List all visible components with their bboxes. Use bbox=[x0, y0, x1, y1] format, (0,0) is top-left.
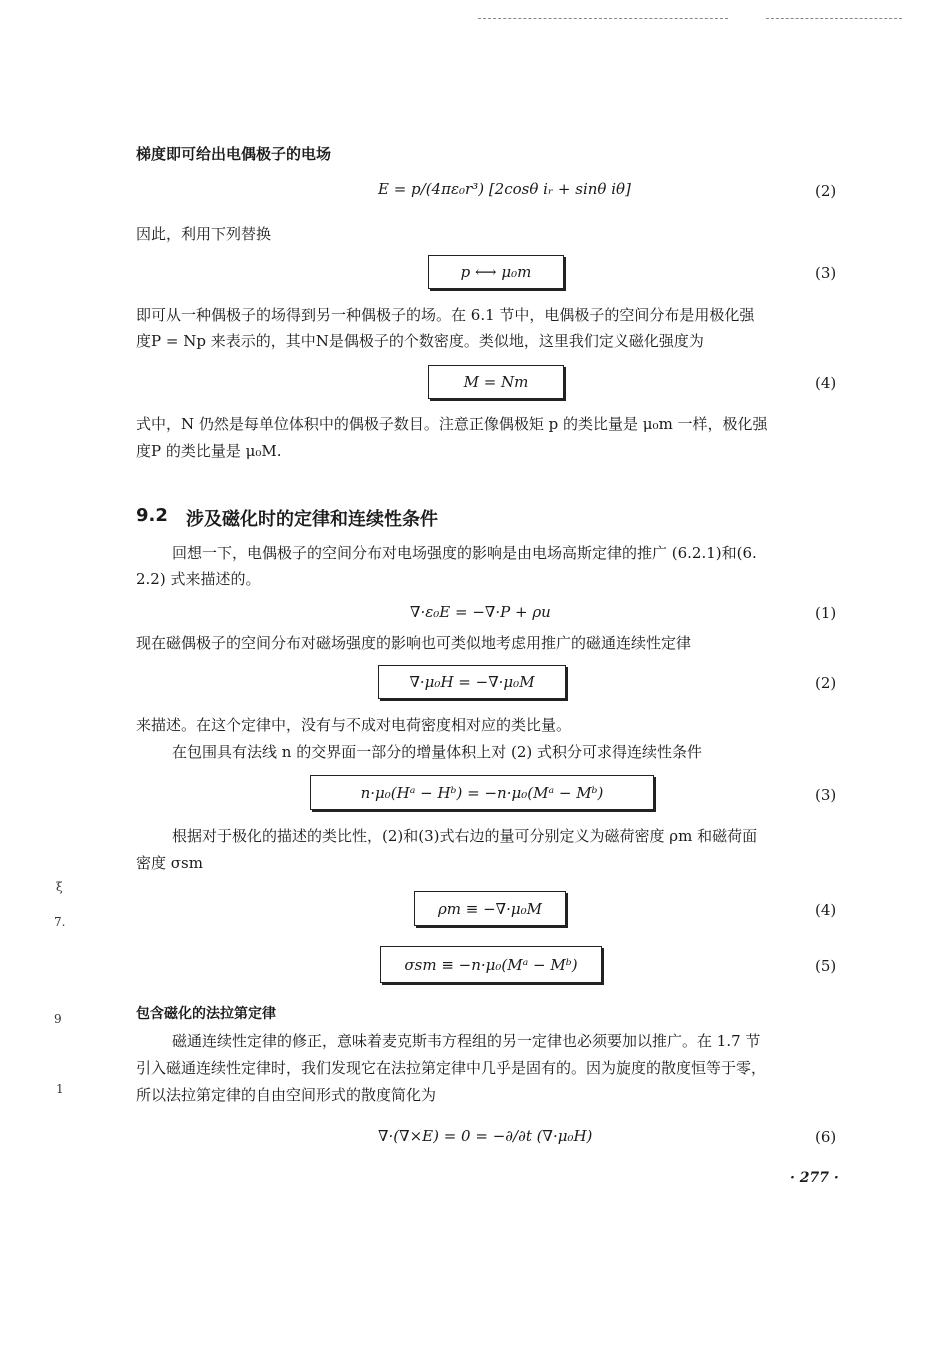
margin-mark: ξ bbox=[56, 880, 63, 894]
text-line-5: 式中，N 仍然是每单位体积中的偶极子数目。注意正像偶极矩 p 的类比量是 μ₀m 一样，极化强 bbox=[136, 415, 768, 433]
boxed-equation-magnetization: M = Nm bbox=[428, 365, 564, 399]
text-line-14: 磁通连续性定律的修正，意味着麦克斯韦方程组的另一定律也必须要加以推广。在 1.7 节 bbox=[172, 1032, 761, 1050]
text-line-13: 密度 σsm bbox=[136, 854, 203, 872]
page-number: · 277 · bbox=[790, 1170, 839, 1186]
boxed-equation-continuity-condition: n·μ₀(Hᵃ − Hᵇ) = −n·μ₀(Mᵃ − Mᵇ) bbox=[310, 775, 654, 810]
equation-number: (2) bbox=[815, 182, 837, 200]
text-line-10: 来描述。在这个定律中，没有与不成对电荷密度相对应的类比量。 bbox=[136, 716, 572, 734]
text-line-3: 即可从一种偶极子的场得到另一种偶极子的场。在 6.1 节中，电偶极子的空间分布是用极化强 bbox=[136, 306, 755, 324]
text-line-12: 根据对于极化的描述的类比性，(2)和(3)式右边的量可分别定义为磁荷密度 ρm 和磁荷面 bbox=[172, 827, 758, 845]
boxed-equation-flux-continuity: ∇·μ₀H = −∇·μ₀M bbox=[378, 665, 566, 699]
section-title: 涉及磁化时的定律和连续性条件 bbox=[186, 509, 438, 530]
equation-number: (6) bbox=[815, 1128, 837, 1146]
margin-mark: 9 bbox=[54, 1012, 62, 1026]
text-line-1: 梯度即可给出电偶极子的电场 bbox=[136, 145, 332, 163]
margin-mark: 7. bbox=[54, 915, 66, 929]
equation-number: (3) bbox=[815, 786, 837, 804]
boxed-equation-substitution: p ⟷ μ₀m bbox=[428, 255, 564, 289]
equation-faraday-divergence: ∇·(∇×E) = 0 = −∂/∂t (∇·μ₀H) bbox=[378, 1127, 593, 1145]
text-line-11: 在包围具有法线 n 的交界面一部分的增量体积上对 (2) 式积分可求得连续性条件 bbox=[172, 743, 702, 761]
equation-dipole-field: E = p/(4πε₀r³) [2cosθ iᵣ + sinθ iθ] bbox=[378, 180, 631, 198]
text-line-16: 所以法拉第定律的自由空间形式的散度简化为 bbox=[136, 1086, 437, 1104]
equation-number: (1) bbox=[815, 604, 837, 622]
text-line-6: 度P 的类比量是 μ₀M. bbox=[136, 442, 282, 460]
equation-number: (3) bbox=[815, 264, 837, 282]
equation-number: (4) bbox=[815, 901, 837, 919]
text-line-4: 度P = Np 来表示的，其中N是偶极子的个数密度。类似地，这里我们定义磁化强度为 bbox=[136, 332, 704, 350]
text-line-7: 回想一下，电偶极子的空间分布对电场强度的影响是由电场高斯定律的推广 (6.2.1)和(6. bbox=[172, 544, 757, 562]
equation-number: (2) bbox=[815, 674, 837, 692]
boxed-equation-magnetic-surface-charge: σsm ≡ −n·μ₀(Mᵃ − Mᵇ) bbox=[380, 946, 602, 983]
section-number: 9.2 bbox=[136, 505, 168, 526]
equation-gauss-generalized: ∇·ε₀E = −∇·P + ρu bbox=[410, 603, 551, 621]
header-rule-left bbox=[478, 18, 728, 19]
text-line-8: 2.2) 式来描述的。 bbox=[136, 570, 261, 588]
text-line-2: 因此，利用下列替换 bbox=[136, 225, 272, 243]
equation-number: (5) bbox=[815, 957, 837, 975]
margin-mark: 1 bbox=[56, 1082, 64, 1096]
boxed-equation-magnetic-charge-density: ρm ≡ −∇·μ₀M bbox=[414, 891, 566, 926]
text-line-9: 现在磁偶极子的空间分布对磁场强度的影响也可类似地考虑用推广的磁通连续性定律 bbox=[136, 634, 692, 652]
text-line-15: 引入磁通连续性定律时，我们发现它在法拉第定律中几乎是固有的。因为旋度的散度恒等于零， bbox=[136, 1059, 767, 1077]
equation-number: (4) bbox=[815, 374, 837, 392]
subsection-heading: 包含磁化的法拉第定律 bbox=[136, 1006, 276, 1022]
header-rule-right bbox=[766, 18, 902, 19]
